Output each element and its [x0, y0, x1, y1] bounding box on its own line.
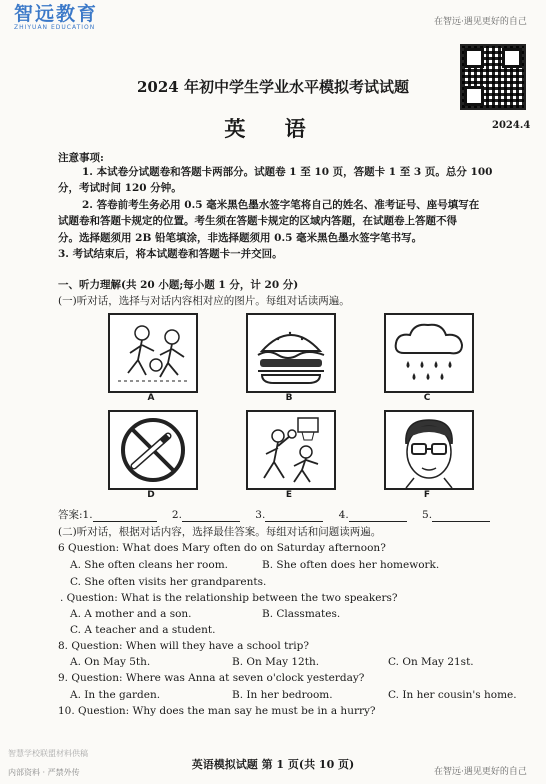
question-6-option-c: C. She often visits her grandparents.	[70, 576, 267, 588]
question-10: 10. Question: Why does the man say he must be in a hurry?	[58, 705, 376, 717]
answer-blank-4[interactable]	[349, 521, 407, 522]
answer-num-1: 1.	[82, 509, 93, 521]
picture-c-rain-cloud	[384, 313, 474, 393]
section1-part1: (一)听对话，选择与对话内容相对应的图片。每组对话读两遍。	[58, 295, 350, 307]
section1-part2: (二)听对话，根据对话内容，选择最佳答案。每组对话和问题读两遍。	[58, 526, 382, 538]
question-6-option-b: B. She often does her homework.	[262, 559, 440, 571]
picture-e-basketball	[246, 410, 336, 490]
notes-item2-line2: 试题卷和答题卡规定的位置。考生须在答题卡规定的区域内答题，在试题卷上答题不得	[58, 215, 457, 227]
question-8-option-b: B. On May 12th.	[232, 656, 320, 668]
question-8-option-a: A. On May 5th.	[70, 656, 151, 668]
answer-label: 答案:	[58, 509, 83, 521]
picture-a-kids-playing	[108, 313, 198, 393]
picture-b-hamburger	[246, 313, 336, 393]
brand-logo	[14, 4, 154, 34]
question-7-option-c: C. A teacher and a student.	[70, 624, 216, 636]
notes-item3: 3. 考试结束后，将本试题卷和答题卡一并交回。	[58, 248, 283, 260]
question-6-option-a: A. She often cleans her room.	[70, 559, 228, 571]
answer-num-4: 4.	[338, 509, 349, 521]
question-7: . Question: What is the relationship between the two speakers?	[60, 592, 398, 604]
answer-num-3: 3.	[255, 509, 266, 521]
picture-label-a: A	[147, 393, 155, 403]
picture-d-no-smoking	[108, 410, 198, 490]
section1-heading: 一、听力理解(共 20 小题;每小题 1 分，计 20 分)	[58, 279, 299, 291]
footer-watermark-left-1: 智慧学校联盟材料供稿	[8, 749, 88, 758]
exam-title: 2024 年初中学生学业水平模拟考试试题	[137, 78, 409, 96]
answer-blank-1[interactable]	[93, 521, 157, 522]
notes-item1-line1: 1. 本试卷分试题卷和答题卡两部分。试题卷 1 至 10 页，答题卡 1 至 3 页。总分 100	[82, 166, 493, 178]
question-9: 9. Question: Where was Anna at seven o'clock yesterday?	[58, 672, 365, 684]
answer-blank-5[interactable]	[432, 521, 490, 522]
logo-subtext: ZHIYUAN EDUCATION	[14, 24, 96, 31]
question-7-option-a: A. A mother and a son.	[70, 608, 192, 620]
question-8: 8. Question: When will they have a school trip?	[58, 640, 310, 652]
question-6: 6 Question: What does Mary often do on Saturday afternoon?	[58, 542, 386, 554]
question-9-option-a: A. In the garden.	[70, 689, 161, 701]
exam-date: 2024.4	[492, 120, 531, 131]
question-9-option-c: C. In her cousin's home.	[388, 689, 517, 701]
picture-f-boy-glasses	[384, 410, 474, 490]
notes-item2-line1: 2. 答卷前考生务必用 0.5 毫米黑色墨水签字笔将自己的姓名、准考证号、座号填写在	[82, 199, 480, 211]
answer-line	[58, 508, 490, 522]
notes-item2-line3: 分。选择题须用 2B 铅笔填涂，非选择题须用 0.5 毫米黑色墨水签字笔书写。	[58, 232, 423, 244]
notes-heading: 注意事项:	[58, 152, 104, 164]
question-8-option-c: C. On May 21st.	[388, 656, 474, 668]
notes-item1-line2: 分，考试时间 120 分钟。	[58, 182, 182, 194]
answer-blank-3[interactable]	[265, 521, 323, 522]
picture-label-d: D	[147, 490, 155, 500]
footer-slogan: 在智远·遇见更好的自己	[434, 767, 527, 777]
page-footer: 英语模拟试题 第 1 页(共 10 页)	[191, 758, 355, 771]
footer-watermark-left-2: 内部资料 · 严禁外传	[8, 768, 80, 777]
picture-label-b: B	[285, 393, 293, 403]
answer-num-2: 2.	[171, 509, 182, 521]
picture-label-e: E	[285, 490, 293, 500]
picture-label-f: F	[423, 490, 431, 500]
exam-subject: 英 语	[224, 116, 322, 141]
question-7-option-b: B. Classmates.	[262, 608, 341, 620]
header-slogan: 在智远·遇见更好的自己	[434, 17, 527, 27]
logo-text: 智远教育	[14, 3, 99, 25]
picture-label-c: C	[423, 393, 431, 403]
answer-blank-2[interactable]	[182, 521, 240, 522]
answer-num-5: 5.	[422, 509, 433, 521]
question-9-option-b: B. In her bedroom.	[232, 689, 333, 701]
